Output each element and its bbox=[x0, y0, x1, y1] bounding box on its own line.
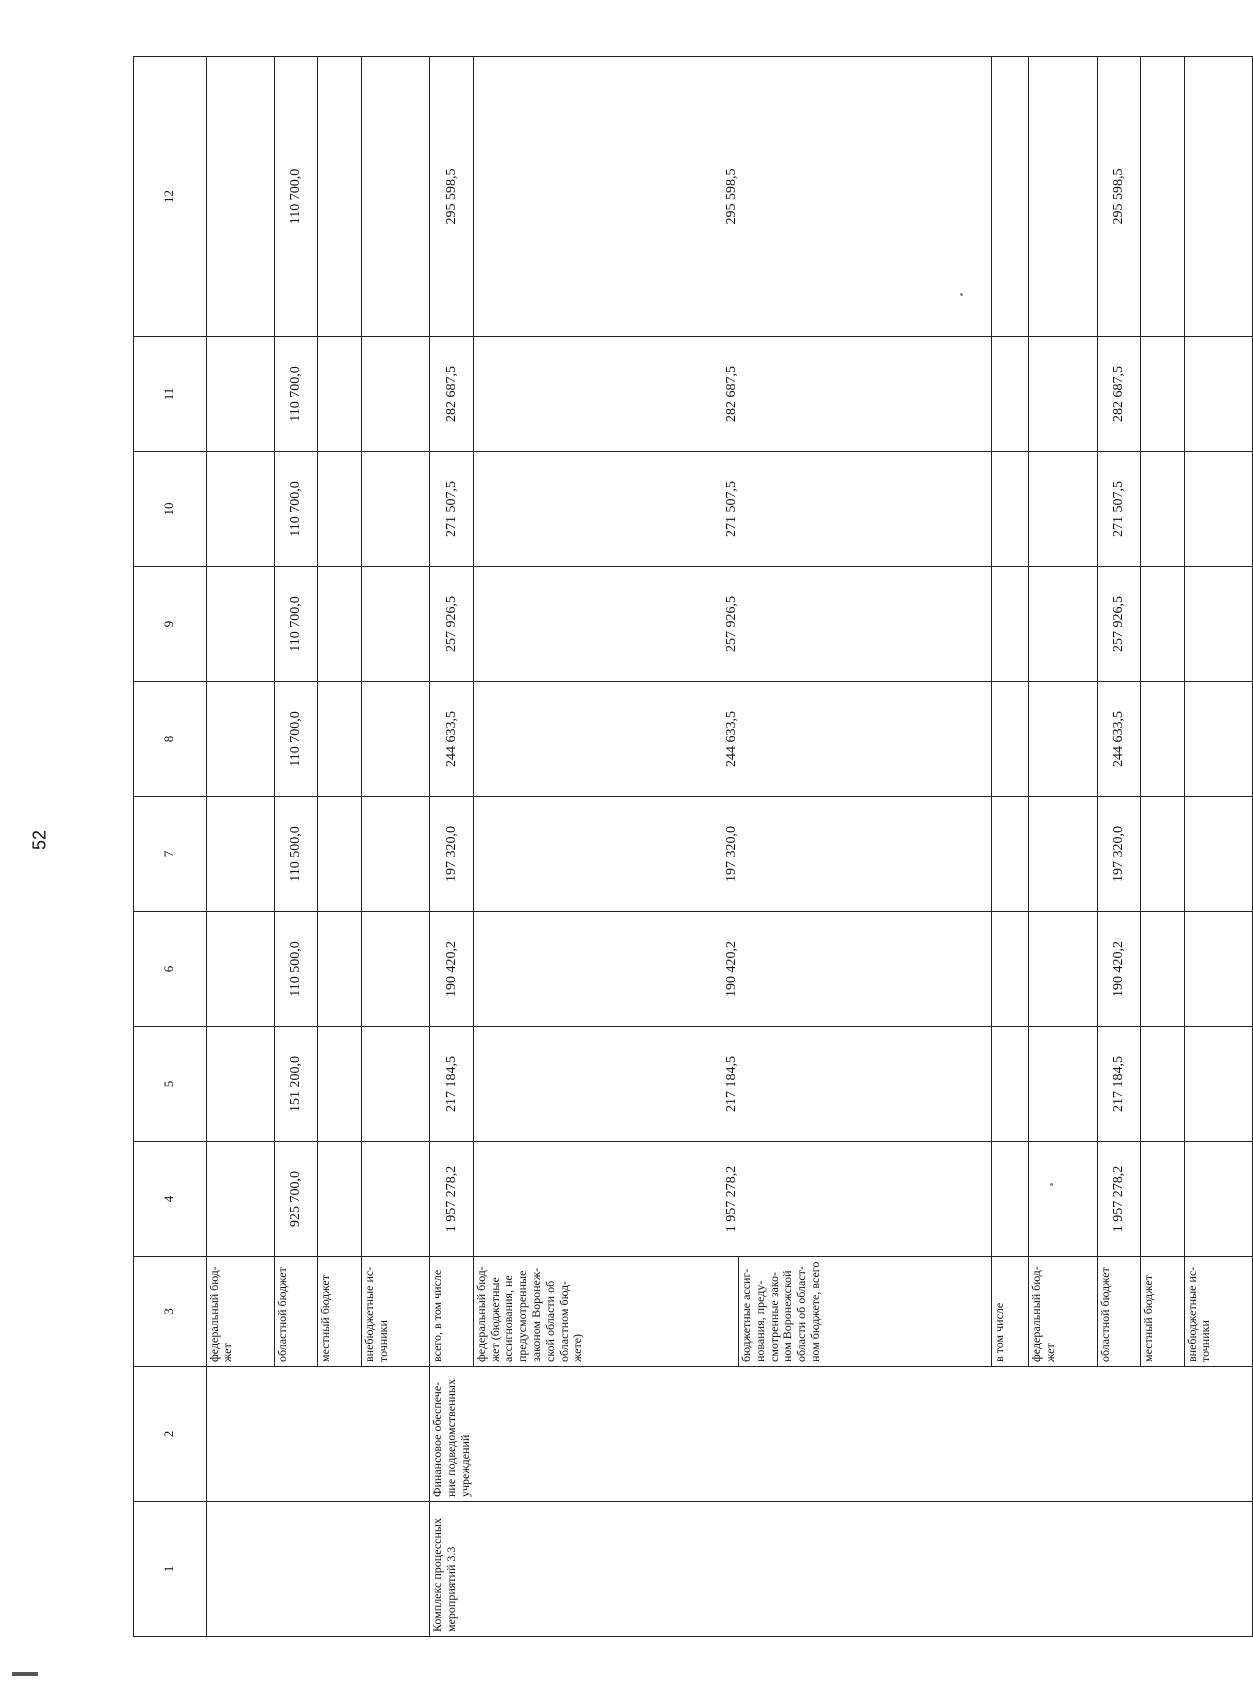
value-cell: 295 598,5 bbox=[1097, 57, 1141, 337]
value-cell: 282 687,5 bbox=[1097, 337, 1141, 452]
value-cell: 110 500,0 bbox=[274, 912, 318, 1027]
table-row bbox=[206, 57, 274, 1637]
value-cell bbox=[206, 567, 274, 682]
value-cell bbox=[1141, 797, 1185, 912]
value-cell bbox=[1141, 912, 1185, 1027]
value-cell bbox=[991, 1027, 1028, 1142]
value-cell bbox=[1141, 337, 1185, 452]
value-cell bbox=[991, 912, 1028, 1027]
value-cell bbox=[361, 1142, 429, 1257]
value-cell bbox=[1141, 452, 1185, 567]
table-container bbox=[133, 57, 1253, 1637]
value-cell: 1 957 278,2 bbox=[430, 1142, 474, 1257]
value-cell bbox=[361, 57, 429, 337]
value-cell bbox=[1141, 1142, 1185, 1257]
value-cell bbox=[1029, 337, 1097, 452]
scan-speck bbox=[1050, 1183, 1053, 1186]
header-cell: 9 bbox=[134, 567, 207, 682]
source-label: всего, в том числе bbox=[430, 1257, 474, 1367]
table-header-row bbox=[134, 57, 207, 1637]
source-label: областной бюджет bbox=[1097, 1257, 1141, 1367]
value-cell bbox=[991, 797, 1028, 912]
value-cell: 197 320,0 bbox=[430, 797, 474, 912]
header-cell: 10 bbox=[134, 452, 207, 567]
value-cell: 110 700,0 bbox=[274, 452, 318, 567]
value-cell: 257 926,5 bbox=[1097, 567, 1141, 682]
value-cell bbox=[1184, 797, 1252, 912]
program-name: Комплекс процессных мероприятий 3.3 bbox=[430, 1502, 1253, 1637]
value-cell: 110 700,0 bbox=[274, 337, 318, 452]
value-cell bbox=[1141, 567, 1185, 682]
value-cell: 190 420,2 bbox=[430, 912, 474, 1027]
value-cell bbox=[1184, 682, 1252, 797]
value-cell: 295 598,5 bbox=[473, 57, 991, 337]
value-cell bbox=[206, 682, 274, 797]
header-cell: 1 bbox=[134, 1502, 207, 1637]
value-cell bbox=[206, 337, 274, 452]
value-cell bbox=[991, 567, 1028, 682]
value-cell bbox=[318, 912, 362, 1027]
rotated-table-frame bbox=[133, 57, 1253, 1637]
value-cell bbox=[991, 452, 1028, 567]
value-cell bbox=[206, 57, 274, 337]
header-cell: 8 bbox=[134, 682, 207, 797]
value-cell bbox=[1141, 682, 1185, 797]
value-cell bbox=[361, 682, 429, 797]
value-cell: 110 700,0 bbox=[274, 57, 318, 337]
table-row bbox=[430, 57, 474, 1637]
value-cell bbox=[1029, 57, 1097, 337]
value-cell bbox=[318, 57, 362, 337]
value-cell: 197 320,0 bbox=[1097, 797, 1141, 912]
header-cell: 12 bbox=[134, 57, 207, 337]
source-label: внебюджетные ис-точники bbox=[1184, 1257, 1252, 1367]
value-cell bbox=[318, 1027, 362, 1142]
value-cell bbox=[361, 1027, 429, 1142]
source-label: федеральный бюд-жет bbox=[206, 1257, 274, 1367]
value-cell: 110 700,0 bbox=[274, 682, 318, 797]
value-cell: 271 507,5 bbox=[1097, 452, 1141, 567]
value-cell: 110 500,0 bbox=[274, 797, 318, 912]
value-cell bbox=[1184, 452, 1252, 567]
value-cell: 244 633,5 bbox=[473, 682, 991, 797]
value-cell: 217 184,5 bbox=[430, 1027, 474, 1142]
source-label: в том числе bbox=[991, 1257, 1028, 1367]
source-label: федеральный бюд-жет (бюджетные ассигнования, не предусмотренные законом Воронеж-ской области об областном бюд-жете) bbox=[473, 1257, 738, 1367]
value-cell: 217 184,5 bbox=[473, 1027, 991, 1142]
value-cell: 190 420,2 bbox=[1097, 912, 1141, 1027]
value-cell bbox=[1184, 1142, 1252, 1257]
value-cell bbox=[361, 452, 429, 567]
value-cell bbox=[318, 337, 362, 452]
value-cell bbox=[1029, 682, 1097, 797]
value-cell: 151 200,0 bbox=[274, 1027, 318, 1142]
value-cell: 217 184,5 bbox=[1097, 1027, 1141, 1142]
value-cell bbox=[991, 57, 1028, 337]
header-cell: 7 bbox=[134, 797, 207, 912]
source-label: местный бюджет bbox=[318, 1257, 362, 1367]
row-label-empty bbox=[206, 1367, 430, 1502]
value-cell: 110 700,0 bbox=[274, 567, 318, 682]
value-cell: 271 507,5 bbox=[473, 452, 991, 567]
value-cell: 282 687,5 bbox=[473, 337, 991, 452]
value-cell bbox=[206, 1027, 274, 1142]
value-cell bbox=[1029, 452, 1097, 567]
value-cell bbox=[361, 797, 429, 912]
scan-edge-mark bbox=[12, 1672, 38, 1676]
value-cell bbox=[1141, 1027, 1185, 1142]
value-cell bbox=[318, 452, 362, 567]
header-cell: 11 bbox=[134, 337, 207, 452]
value-cell bbox=[361, 912, 429, 1027]
header-cell: 6 bbox=[134, 912, 207, 1027]
source-label: местный бюджет bbox=[1141, 1257, 1185, 1367]
value-cell bbox=[206, 912, 274, 1027]
value-cell bbox=[1184, 1027, 1252, 1142]
value-cell: 190 420,2 bbox=[473, 912, 991, 1027]
value-cell bbox=[361, 337, 429, 452]
value-cell bbox=[1184, 567, 1252, 682]
value-cell bbox=[318, 682, 362, 797]
value-cell bbox=[1184, 57, 1252, 337]
header-cell: 4 bbox=[134, 1142, 207, 1257]
scan-speck bbox=[960, 293, 963, 296]
activity-name: Финансовое обеспече-ние подведомственных учреждений bbox=[430, 1367, 1253, 1502]
value-cell bbox=[206, 1142, 274, 1257]
value-cell: 1 957 278,2 bbox=[1097, 1142, 1141, 1257]
value-cell bbox=[318, 1142, 362, 1257]
value-cell bbox=[206, 797, 274, 912]
value-cell bbox=[1029, 1142, 1097, 1257]
value-cell: 1 957 278,2 bbox=[473, 1142, 991, 1257]
value-cell: 257 926,5 bbox=[430, 567, 474, 682]
source-label: федеральный бюд-жет bbox=[1029, 1257, 1097, 1367]
value-cell: 197 320,0 bbox=[473, 797, 991, 912]
value-cell bbox=[1029, 797, 1097, 912]
value-cell: 271 507,5 bbox=[430, 452, 474, 567]
value-cell bbox=[206, 452, 274, 567]
value-cell bbox=[1029, 567, 1097, 682]
value-cell bbox=[1184, 337, 1252, 452]
header-cell: 2 bbox=[134, 1367, 207, 1502]
header-cell: 3 bbox=[134, 1257, 207, 1367]
value-cell: 257 926,5 bbox=[473, 567, 991, 682]
value-cell bbox=[318, 797, 362, 912]
row-label-empty bbox=[206, 1502, 430, 1637]
source-label: областной бюджет bbox=[274, 1257, 318, 1367]
value-cell bbox=[1141, 57, 1185, 337]
value-cell bbox=[361, 567, 429, 682]
source-label: бюджетные ассиг-нования, преду-смотренные зако-ном Воронежской области об област-ном бюджете, всего bbox=[739, 1257, 992, 1367]
value-cell bbox=[318, 567, 362, 682]
value-cell: 925 700,0 bbox=[274, 1142, 318, 1257]
value-cell bbox=[991, 337, 1028, 452]
value-cell: 244 633,5 bbox=[430, 682, 474, 797]
value-cell bbox=[1029, 912, 1097, 1027]
value-cell: 295 598,5 bbox=[430, 57, 474, 337]
header-cell: 5 bbox=[134, 1027, 207, 1142]
value-cell bbox=[1184, 912, 1252, 1027]
value-cell: 244 633,5 bbox=[1097, 682, 1141, 797]
value-cell bbox=[991, 1142, 1028, 1257]
value-cell bbox=[1029, 1027, 1097, 1142]
value-cell: 282 687,5 bbox=[430, 337, 474, 452]
page-number: 52 bbox=[29, 829, 50, 851]
value-cell bbox=[991, 682, 1028, 797]
source-label: внебюджетные ис-точники bbox=[361, 1257, 429, 1367]
funding-table bbox=[133, 56, 1253, 1637]
